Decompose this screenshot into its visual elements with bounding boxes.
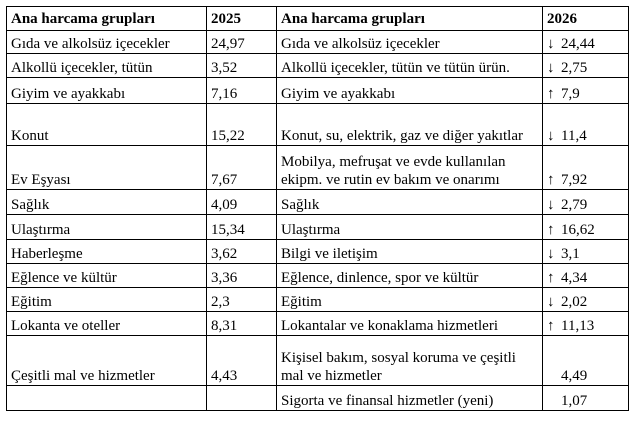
value-2025-cell: 3,62 (207, 240, 277, 264)
group-2026-cell: Mobilya, mefruşat ve evde kullanılan ekipm. ve rutin ev bakım ve onarımı (277, 146, 543, 190)
group-2025-cell: Sağlık (7, 190, 207, 215)
value-2026: 7,9 (561, 86, 580, 102)
change-arrow-icon: ↑ (547, 318, 555, 334)
value-2026-cell (543, 78, 629, 104)
value-2026-cell (543, 104, 629, 146)
value-2026-cell (543, 264, 629, 288)
group-2025-cell: Konut (7, 104, 207, 146)
value-2025-cell (207, 386, 277, 411)
group-2025-cell: Eğlence ve kültür (7, 264, 207, 288)
table-row (7, 215, 629, 240)
value-2025-cell: 2,3 (207, 288, 277, 312)
table-row (7, 240, 629, 264)
value-2026: 4,49 (561, 368, 588, 384)
table-row (7, 288, 629, 312)
header-year-2026: 2026 (543, 7, 629, 31)
table-row (7, 386, 629, 411)
group-2025-cell: Ulaştırma (7, 215, 207, 240)
group-2026-cell: Gıda ve alkolsüz içecekler (277, 31, 543, 54)
value-2025-cell: 15,22 (207, 104, 277, 146)
change-arrow-icon: ↓ (547, 36, 555, 52)
change-arrow-icon: ↑ (547, 172, 555, 188)
group-2026-cell: Konut, su, elektrik, gaz ve diğer yakıtlar (277, 104, 543, 146)
group-2026-cell: Alkollü içecekler, tütün ve tütün ürün. (277, 54, 543, 78)
table-row (7, 190, 629, 215)
table-row (7, 264, 629, 288)
value-2026: 2,02 (561, 294, 588, 310)
group-2025-cell (7, 386, 207, 411)
value-2025-cell: 7,67 (207, 146, 277, 190)
value-2025-cell: 15,34 (207, 215, 277, 240)
group-2025-cell: Çeşitli mal ve hizmetler (7, 336, 207, 386)
table-row (7, 336, 629, 386)
value-2025-cell: 4,43 (207, 336, 277, 386)
value-2025-cell: 8,31 (207, 312, 277, 336)
header-year-2025: 2025 (207, 7, 277, 31)
expenditure-weights-table (6, 6, 629, 411)
change-arrow-icon: ↓ (547, 197, 555, 213)
value-2026: 11,4 (561, 128, 587, 144)
value-2025-cell: 4,09 (207, 190, 277, 215)
value-2026: 2,79 (561, 197, 588, 213)
group-2026-cell: Giyim ve ayakkabı (277, 78, 543, 104)
value-2026: 16,62 (561, 222, 595, 238)
group-2025-cell: Alkollü içecekler, tütün (7, 54, 207, 78)
value-2026-cell (543, 31, 629, 54)
header-group-2026: Ana harcama grupları (277, 7, 543, 31)
value-2026-cell (543, 190, 629, 215)
group-2026-cell: Eğlence, dinlence, spor ve kültür (277, 264, 543, 288)
value-2026-cell (543, 54, 629, 78)
change-arrow-icon: ↓ (547, 294, 555, 310)
value-2025-cell: 7,16 (207, 78, 277, 104)
value-2026: 7,92 (561, 172, 588, 188)
value-2025-cell: 3,52 (207, 54, 277, 78)
change-arrow-icon: ↓ (547, 246, 555, 262)
table-row (7, 146, 629, 190)
group-2026-cell: Eğitim (277, 288, 543, 312)
group-2026-cell: Ulaştırma (277, 215, 543, 240)
value-2026: 24,44 (561, 36, 595, 52)
group-2025-cell: Gıda ve alkolsüz içecekler (7, 31, 207, 54)
group-2025-cell: Ev Eşyası (7, 146, 207, 190)
group-2026-cell: Lokantalar ve konaklama hizmetleri (277, 312, 543, 336)
group-2026-cell: Bilgi ve iletişim (277, 240, 543, 264)
value-2025-cell: 3,36 (207, 264, 277, 288)
change-arrow-icon: ↑ (547, 86, 555, 102)
value-2026: 1,07 (561, 393, 588, 409)
group-2026-cell: Sigorta ve finansal hizmetler (yeni) (277, 386, 543, 411)
value-2026-cell (543, 336, 629, 386)
group-2026-cell: Kişisel bakım, sosyal koruma ve çeşitli mal ve hizmetler (277, 336, 543, 386)
value-2025-cell: 24,97 (207, 31, 277, 54)
value-2026: 3,1 (561, 246, 580, 262)
group-2025-cell: Lokanta ve oteller (7, 312, 207, 336)
group-2025-cell: Giyim ve ayakkabı (7, 78, 207, 104)
group-2025-cell: Haberleşme (7, 240, 207, 264)
value-2026-cell (543, 312, 629, 336)
group-2026-cell: Sağlık (277, 190, 543, 215)
table-row (7, 54, 629, 78)
table-row (7, 78, 629, 104)
change-arrow-icon: ↑ (547, 270, 555, 286)
change-arrow-icon: ↓ (547, 60, 555, 76)
value-2026-cell (543, 240, 629, 264)
value-2026-cell (543, 386, 629, 411)
table-row (7, 104, 629, 146)
header-row (7, 7, 629, 31)
change-arrow-icon: ↓ (547, 128, 555, 144)
table-row (7, 31, 629, 54)
value-2026: 2,75 (561, 60, 588, 76)
value-2026-cell (543, 215, 629, 240)
change-arrow-icon: ↑ (547, 222, 555, 238)
value-2026-cell (543, 288, 629, 312)
table-row (7, 312, 629, 336)
header-group-2025: Ana harcama grupları (7, 7, 207, 31)
value-2026: 4,34 (561, 270, 588, 286)
group-2025-cell: Eğitim (7, 288, 207, 312)
value-2026: 11,13 (561, 318, 595, 334)
value-2026-cell (543, 146, 629, 190)
